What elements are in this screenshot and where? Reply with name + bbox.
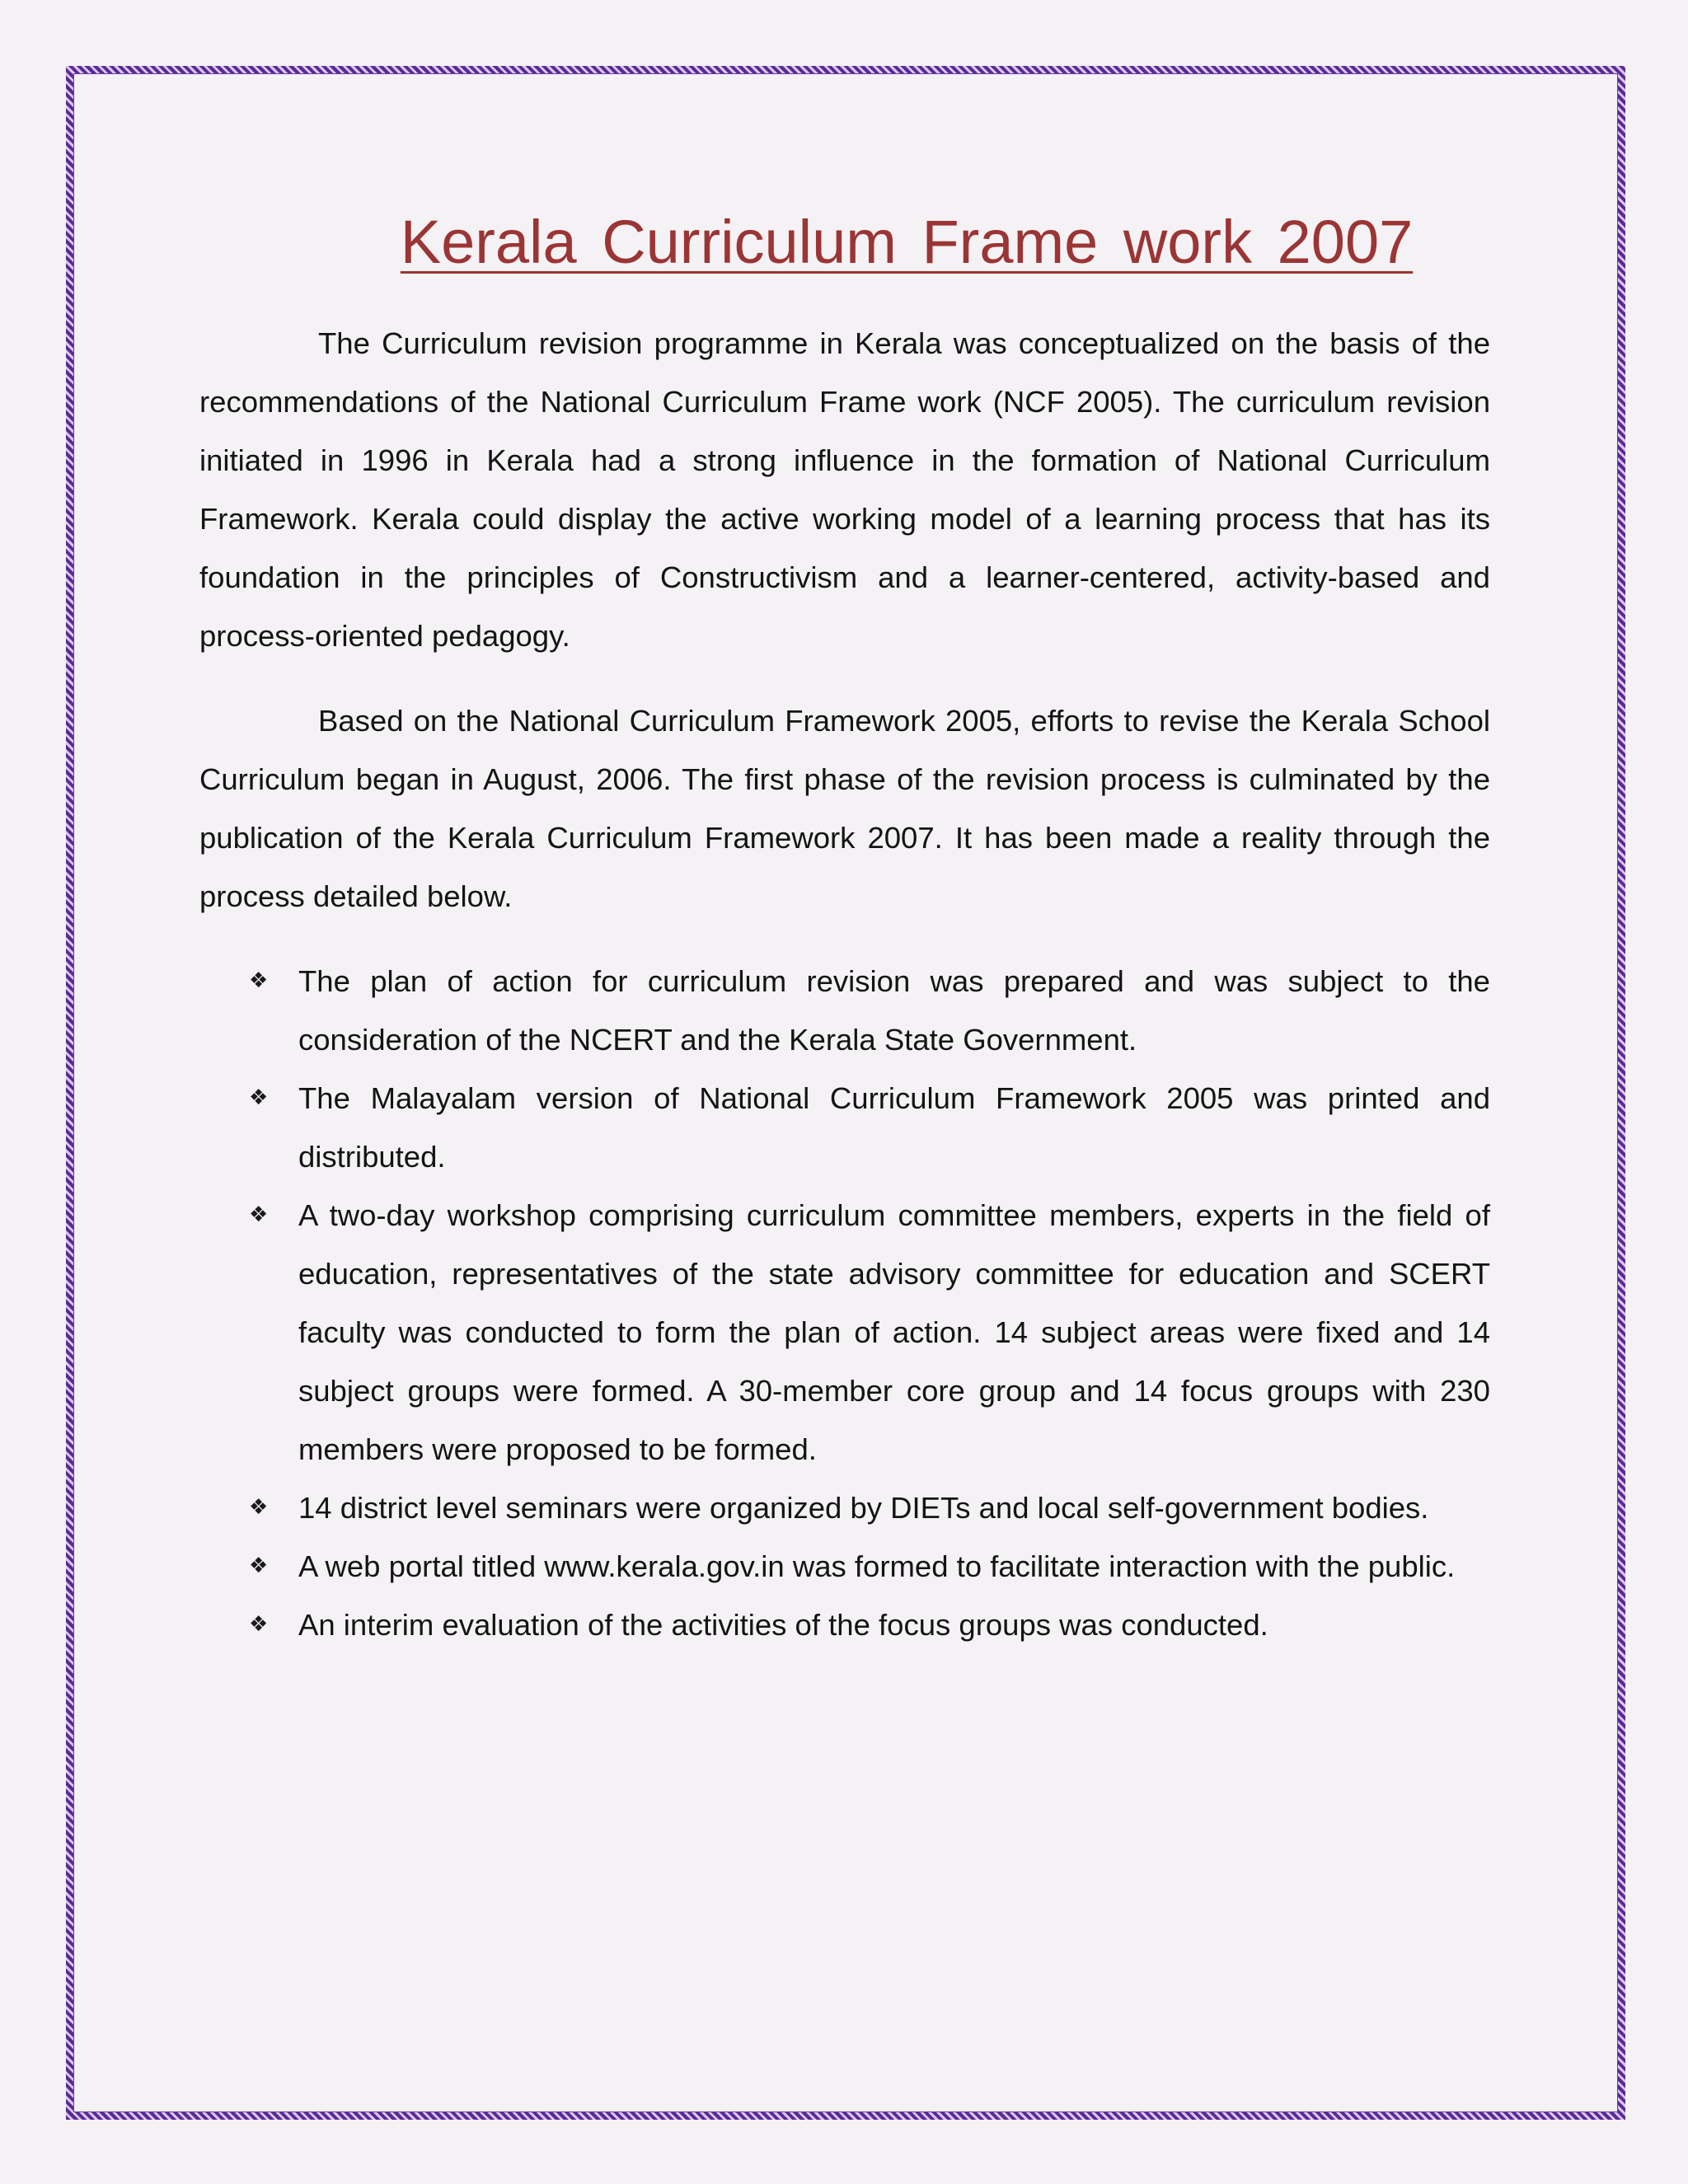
list-item [249,1596,1490,1654]
diamond-bullet-icon: ❖ [249,1611,269,1637]
diamond-bullet-icon: ❖ [249,1202,269,1227]
list-item [249,952,1490,1069]
list-item [249,1069,1490,1186]
document-title: Kerala Curriculum Frame work 2007 [400,208,1414,276]
paragraph-intro: The Curriculum revision programme in Kerala was conceptualized on the basis of the recommendations of the National Curriculum Frame work (NCF 2005). The curriculum revision initiated in 1996 in Kerala had a strong influence in the formation of National Curriculum Framework. Kerala could display the active working model of a learning process that has its foundation in the principles of Constructivism and a learner-centered, activity-based and process-oriented pedagogy. [199,326,1490,653]
diamond-bullet-icon: ❖ [249,1494,269,1520]
list-item-text: An interim evaluation of the activities of the focus groups was conducted. [298,1607,1268,1642]
list-item-text: The Malayalam version of National Curriculum Framework 2005 was printed and distributed. [298,1080,1490,1174]
list-item [249,1186,1490,1479]
list-item [249,1537,1490,1596]
list-item [249,1479,1490,1537]
process-list [199,952,1490,1654]
diamond-bullet-icon: ❖ [249,1553,269,1578]
list-item-text: The plan of action for curriculum revision was prepared and was subject to the consideration of the NCERT and the Kerala State Government. [298,963,1490,1057]
list-item-text: A web portal titled www.kerala.gov.in was formed to facilitate interaction with the public. [298,1549,1456,1583]
diamond-bullet-icon: ❖ [249,968,269,993]
document-content [199,206,1490,1654]
list-item-text: 14 district level seminars were organized by DIETs and local self-government bodies. [298,1490,1429,1525]
paragraph-process: Based on the National Curriculum Framework 2005, efforts to revise the Kerala School Curriculum began in August, 2006. The first phase of the revision process is culminated by the publication of the Kerala Curriculum Framework 2007. It has been made a reality through the process detailed below. [199,703,1490,913]
list-item-text: A two-day workshop comprising curriculum committee members, experts in the field of education, representatives of the state advisory committee for education and SCERT faculty was conducted to form the plan of action. 14 subject areas were fixed and 14 subject groups were formed. A 30-member core group and 14 focus groups with 230 members were proposed to be formed. [298,1197,1490,1466]
diamond-bullet-icon: ❖ [249,1085,269,1110]
